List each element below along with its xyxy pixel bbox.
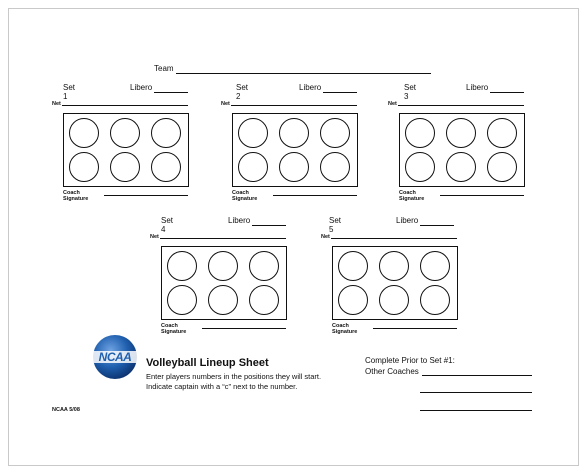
set-5-position-6[interactable] <box>420 285 450 315</box>
instruction-line-1: Enter players numbers in the positions they will start. <box>146 372 322 381</box>
set-4-label: Set 4 <box>161 216 174 234</box>
set-5-position-3[interactable] <box>420 251 450 281</box>
set-4-net-label: Net <box>150 234 159 240</box>
set-2-position-5[interactable] <box>279 152 309 182</box>
set-3-position-1[interactable] <box>405 118 435 148</box>
other-coaches-label: Other Coaches <box>365 367 419 376</box>
set-5-libero-line <box>420 225 454 226</box>
form-code: NCAA 5/08 <box>52 407 80 413</box>
set-4-position-6[interactable] <box>249 285 279 315</box>
set-3-net-line <box>398 105 524 106</box>
set-1-libero-label: Libero <box>130 83 153 92</box>
set-3-position-5[interactable] <box>446 152 476 182</box>
instruction-line-2: Indicate captain with a “c” next to the number. <box>146 382 298 391</box>
set-2-position-2[interactable] <box>279 118 309 148</box>
set-4-position-1[interactable] <box>167 251 197 281</box>
set-3-court <box>399 113 525 187</box>
other-coaches-line-1 <box>422 375 532 376</box>
set-3-label: Set 3 <box>404 83 417 101</box>
set-2-label: Set 2 <box>236 83 249 101</box>
set-1-position-6[interactable] <box>151 152 181 182</box>
set-2-position-3[interactable] <box>320 118 350 148</box>
set-1-position-2[interactable] <box>110 118 140 148</box>
set-5-coach-line <box>373 328 457 329</box>
set-3-coach-line <box>440 195 524 196</box>
team-line <box>176 73 431 74</box>
set-4-coach-label: Coach Signature <box>161 323 187 335</box>
set-3-position-6[interactable] <box>487 152 517 182</box>
set-2-position-6[interactable] <box>320 152 350 182</box>
ncaa-logo <box>92 334 138 380</box>
set-2-coach-label: Coach Signature <box>232 190 258 202</box>
set-1-label: Set 1 <box>63 83 76 101</box>
set-3-libero-line <box>490 92 524 93</box>
set-4-position-3[interactable] <box>249 251 279 281</box>
set-5-label: Set 5 <box>329 216 342 234</box>
set-5-position-4[interactable] <box>338 285 368 315</box>
set-5-position-5[interactable] <box>379 285 409 315</box>
set-3-position-4[interactable] <box>405 152 435 182</box>
set-3-position-2[interactable] <box>446 118 476 148</box>
set-3-coach-label: Coach Signature <box>399 190 425 202</box>
complete-prior-label: Complete Prior to Set #1: <box>365 356 455 365</box>
set-4-court <box>161 246 287 320</box>
set-2-court <box>232 113 358 187</box>
set-2-net-line <box>231 105 357 106</box>
set-2-position-4[interactable] <box>238 152 268 182</box>
set-1-position-5[interactable] <box>110 152 140 182</box>
set-2-coach-line <box>273 195 357 196</box>
set-3-position-3[interactable] <box>487 118 517 148</box>
set-2-libero-line <box>323 92 357 93</box>
set-1-position-4[interactable] <box>69 152 99 182</box>
set-5-net-label: Net <box>321 234 330 240</box>
other-coaches-line-3 <box>420 410 532 411</box>
set-1-net-label: Net <box>52 101 61 107</box>
set-1-position-1[interactable] <box>69 118 99 148</box>
lineup-sheet-page <box>8 8 579 466</box>
set-1-coach-line <box>104 195 188 196</box>
set-5-position-2[interactable] <box>379 251 409 281</box>
set-1-position-3[interactable] <box>151 118 181 148</box>
ncaa-logo-text: NCAA <box>98 350 132 364</box>
set-2-net-label: Net <box>221 101 230 107</box>
set-4-libero-label: Libero <box>228 216 251 225</box>
set-4-position-2[interactable] <box>208 251 238 281</box>
set-2-libero-label: Libero <box>299 83 322 92</box>
set-4-position-5[interactable] <box>208 285 238 315</box>
team-label: Team <box>154 64 174 73</box>
set-1-libero-line <box>154 92 188 93</box>
sheet-title: Volleyball Lineup Sheet <box>146 357 269 369</box>
set-4-position-4[interactable] <box>167 285 197 315</box>
set-1-coach-label: Coach Signature <box>63 190 89 202</box>
set-1-court <box>63 113 189 187</box>
set-4-net-line <box>160 238 286 239</box>
set-5-court <box>332 246 458 320</box>
set-4-coach-line <box>202 328 286 329</box>
set-4-libero-line <box>252 225 286 226</box>
set-5-position-1[interactable] <box>338 251 368 281</box>
other-coaches-line-2 <box>420 392 532 393</box>
set-5-net-line <box>331 238 457 239</box>
set-3-net-label: Net <box>388 101 397 107</box>
set-3-libero-label: Libero <box>466 83 489 92</box>
set-1-net-line <box>62 105 188 106</box>
set-5-libero-label: Libero <box>396 216 419 225</box>
set-5-coach-label: Coach Signature <box>332 323 358 335</box>
set-2-position-1[interactable] <box>238 118 268 148</box>
